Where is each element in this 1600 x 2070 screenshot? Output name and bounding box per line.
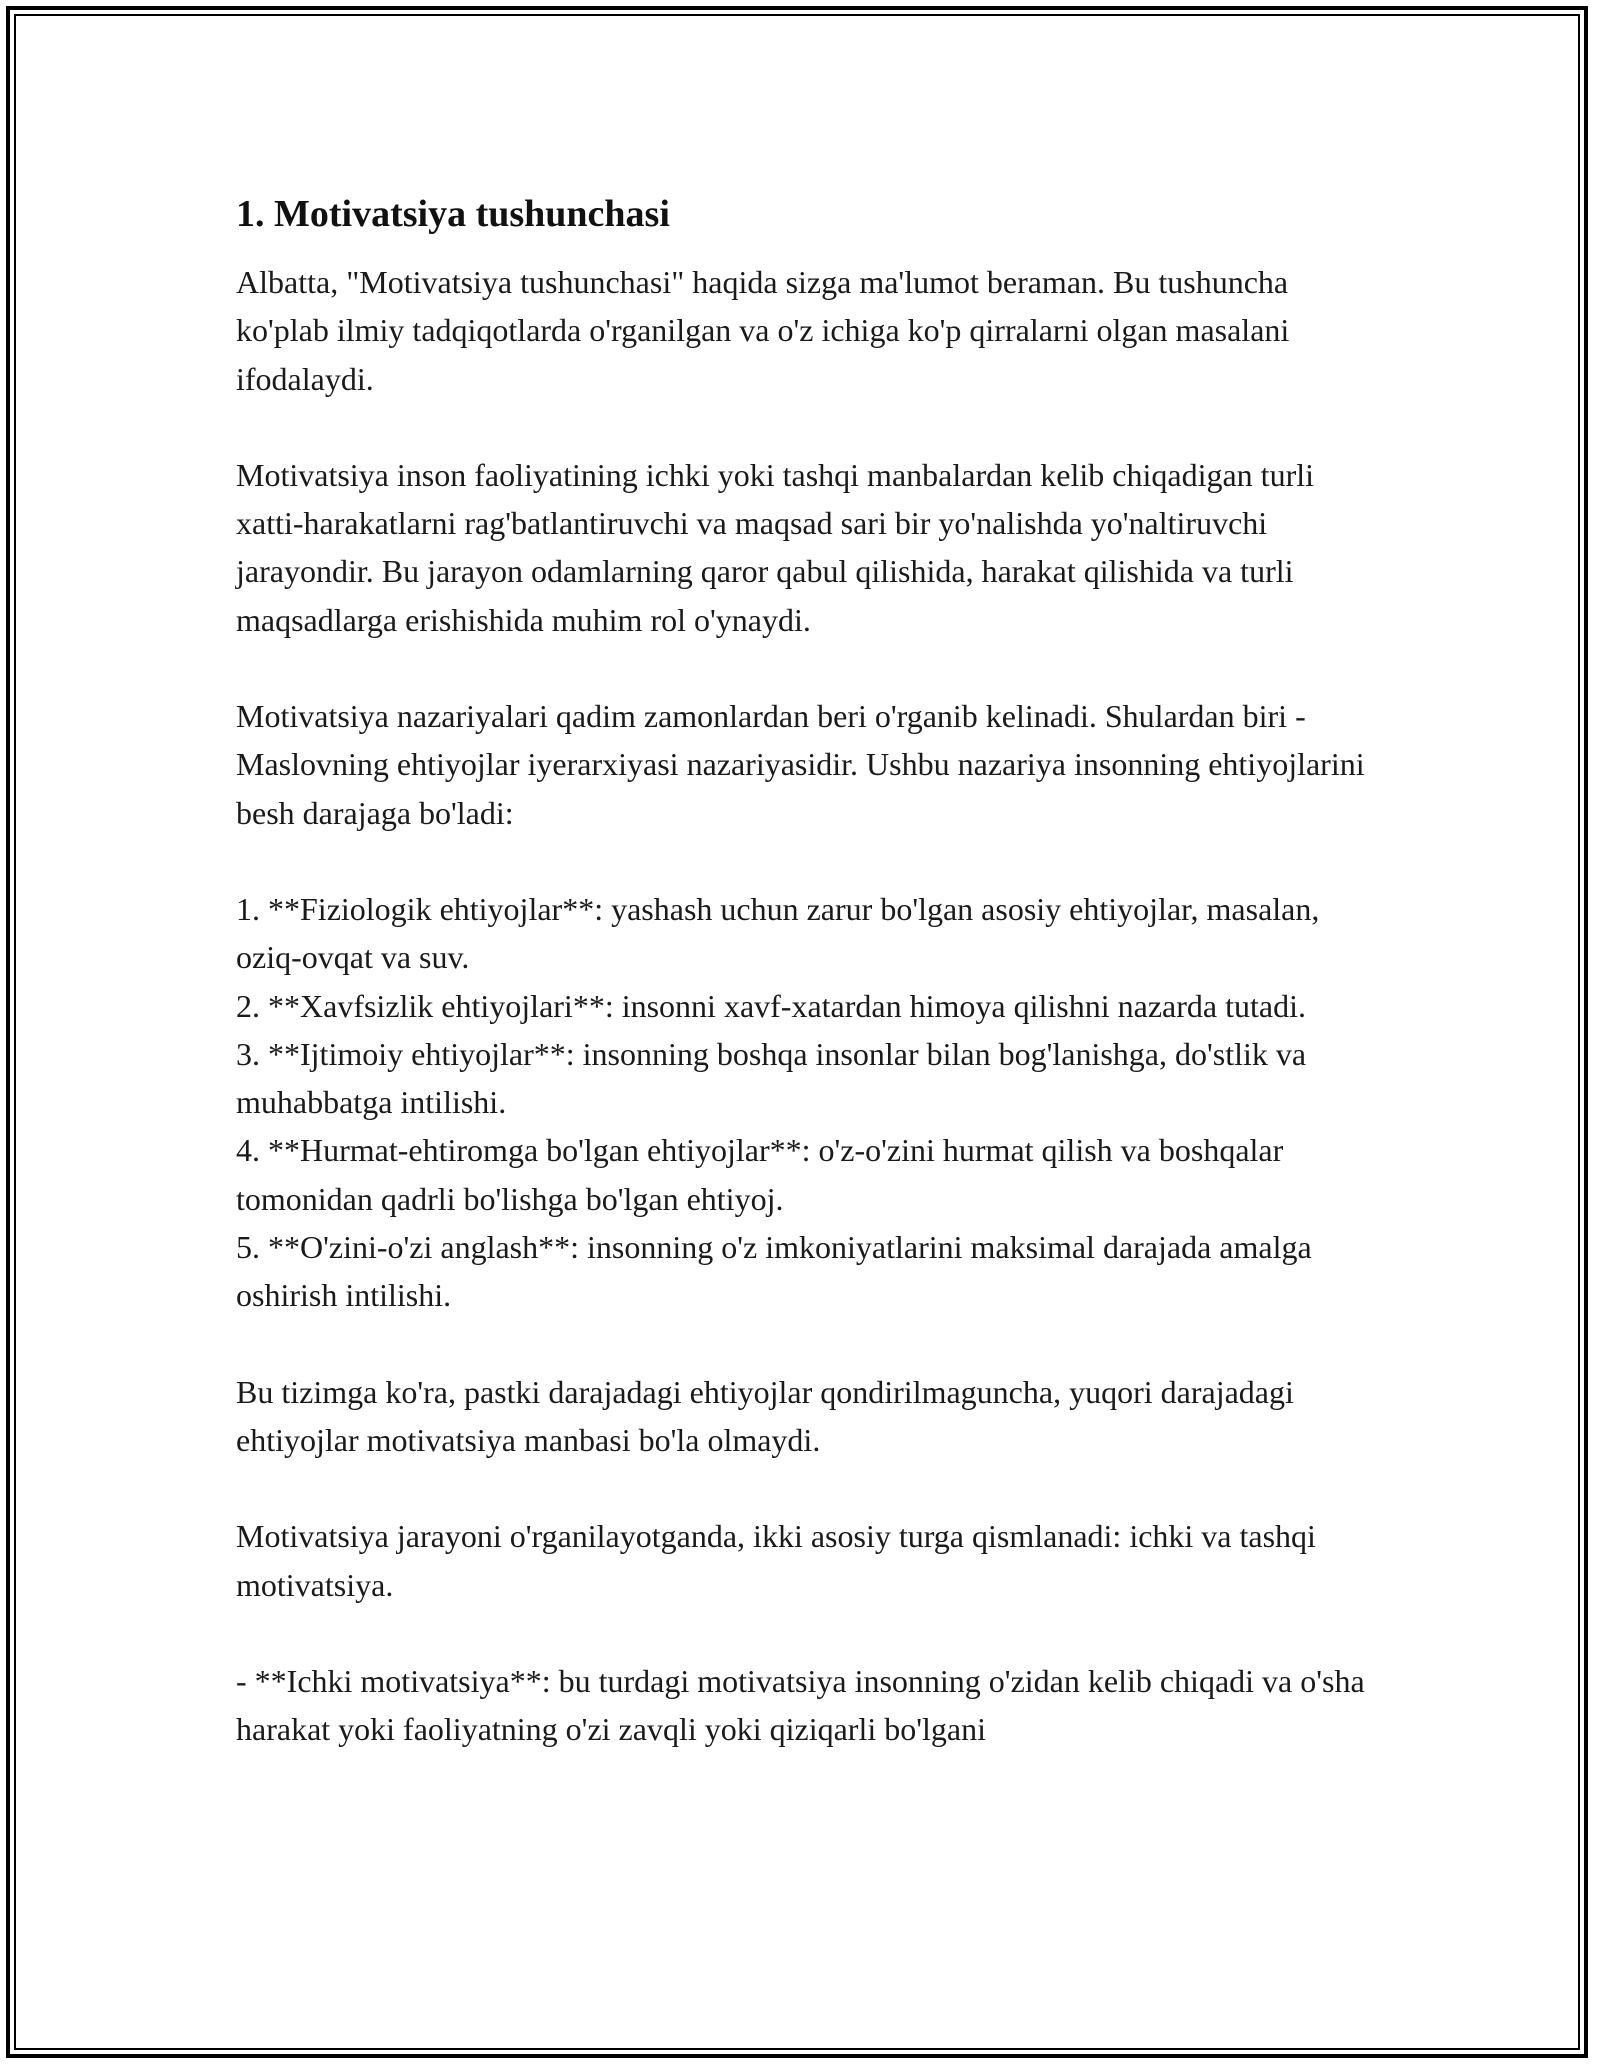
document-body xyxy=(236,190,1366,1801)
list-item: 4. **Hurmat-ehtiromga bo'lgan ehtiyojlar**: o'z-o'zini hurmat qilish va boshqalar tomonidan qadrli bo'lishga bo'lgan ehtiyoj. xyxy=(236,1132,1284,1217)
paragraph-intro: Albatta, "Motivatsiya tushunchasi" haqida sizga ma'lumot beraman. Bu tushuncha ko'plab ilmiy tadqiqotlarda o'rganilgan va o'z ichiga ko'p qirralarni olgan masalani ifodalaydi. xyxy=(236,264,1290,397)
list-item: 3. **Ijtimoiy ehtiyojlar**: insonning boshqa insonlar bilan bog'lanishga, do'stlik va muhabbatga intilishi. xyxy=(236,1035,1307,1121)
paragraph-intrinsic-motivation: - **Ichki motivatsiya**: bu turdagi motivatsiya insonning o'zidan kelib chiqadi va o'sha harakat yoki faoliyatning o'zi zavqli yoki qiziqarli bo'lgani xyxy=(236,1662,1365,1748)
paragraph-hierarchy-rule: Bu tizimga ko'ra, pastki darajadagi ehtiyojlar qondirilmaguncha, yuqori darajadagi ehtiyojlar motivatsiya manbasi bo'la olmaydi. xyxy=(236,1373,1294,1458)
document-title: 1. Motivatsiya tushunchasi xyxy=(236,193,670,235)
paragraph-definition: Motivatsiya inson faoliyatining ichki yoki tashqi manbalardan kelib chiqadigan turli xatti-harakatlarni rag'batlantiruvchi va maqsad sari bir yo'nalishda yo'naltiruvchi jarayondir. Bu jarayon odamlarning qaror qabul qilishida, harakat qilishida va turli maqsadlarga erishishida muhim rol o'ynaydi. xyxy=(236,456,1314,638)
paragraph-motivation-types: Motivatsiya jarayoni o'rganilayotganda, ikki asosiy turga qismlanadi: ichki va tashqi motivatsiya. xyxy=(236,1518,1316,1603)
list-item: 5. **O'zini-o'zi anglash**: insonning o'z imkoniyatlarini maksimal darajada amalga oshirish intilishi. xyxy=(236,1229,1312,1314)
needs-list xyxy=(236,885,1366,1320)
list-item: 1. **Fiziologik ehtiyojlar**: yashash uchun zarur bo'lgan asosiy ehtiyojlar, masalan, oziq-ovqat va suv. xyxy=(236,890,1320,976)
list-item: 2. **Xavfsizlik ehtiyojlari**: insonni xavf-xatardan himoya qilishni nazarda tutadi. xyxy=(236,987,1306,1024)
paragraph-theories: Motivatsiya nazariyalari qadim zamonlardan beri o'rganib kelinadi. Shulardan biri - Maslovning ehtiyojlar iyerarxiyasi nazariyasidir. Ushbu nazariya insonning ehtiyojlarini besh darajaga bo'ladi: xyxy=(236,698,1365,831)
